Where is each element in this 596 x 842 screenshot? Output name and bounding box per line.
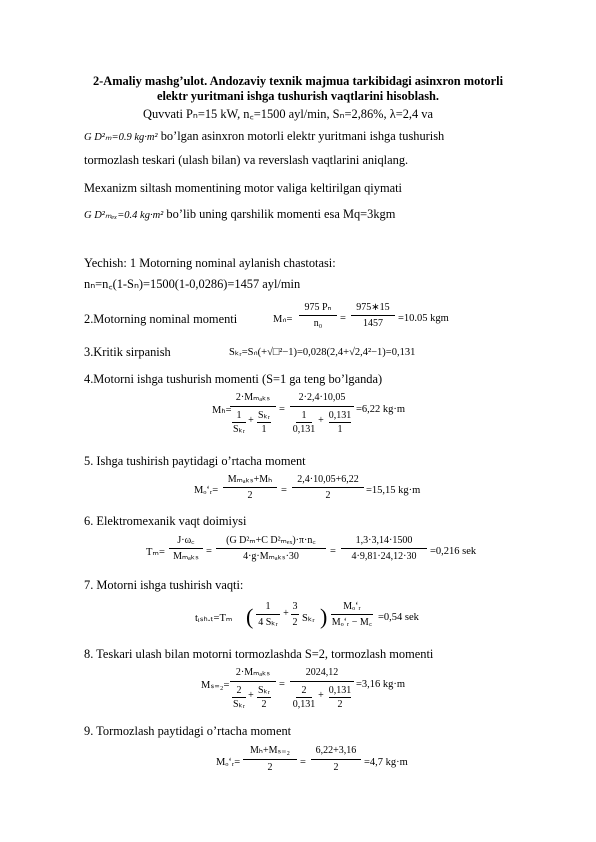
step-2-lhs: Mₙ=: [273, 314, 293, 325]
step-5-den-1: 2: [247, 490, 253, 501]
fraction-bar: [230, 681, 276, 682]
fraction-bar: [311, 759, 361, 760]
step-8-c1: 2: [301, 685, 307, 696]
step-7-label: 7. Motorni ishga tushirish vaqti:: [84, 578, 244, 592]
step-5-lhs: Mₒ‘ᵣ=: [194, 485, 219, 496]
plus-sign: +: [318, 690, 324, 701]
fraction-bar: [292, 487, 364, 488]
equals-sign: =: [281, 485, 287, 496]
fraction-bar: [257, 422, 271, 423]
step-2-result: =10.05 kgm: [398, 313, 449, 324]
step-6-den-1: Mₘₐₖₛ: [173, 551, 199, 562]
step-8-a2: Sₖᵣ: [232, 699, 246, 710]
step-4-e1: 0,131: [328, 410, 352, 421]
title-line-1: 2-Amaliy mashg’ulot. Andozaviy texnik majmua tarkibidagi asinxron motorli: [92, 74, 504, 88]
step-7-lhs: tᵢₛₕ.ₜ=Tₘ: [195, 613, 233, 624]
step-8-b2: 2: [261, 699, 267, 710]
step-7-den-2: 2: [292, 617, 298, 628]
step-4-c2: 0,131: [292, 424, 316, 435]
given-3: tormozlash teskari (ulash bilan) va reverslash vaqtlarini aniqlang.: [84, 153, 409, 167]
step-7-result: =0,54 sek: [378, 612, 419, 623]
step-6-lhs: Tₘ=: [146, 547, 165, 558]
step-6-den-3: 4·9,81·24,12·30: [351, 551, 417, 562]
solution-heading: Yechish: 1 Motorning nominal aylanish chastotasi:: [84, 256, 336, 270]
step-4-num-2: 2·2,4·10,05: [298, 392, 346, 403]
given-line: Quvvati Pₙ=15 kW, n꜀=1500 ayl/min, Sₙ=2,86%, λ=2,4 va: [143, 107, 433, 121]
fraction-bar: [351, 315, 395, 316]
step-9-den-1: 2: [267, 762, 273, 773]
step-8-a1: 2: [236, 685, 242, 696]
step-4-e2: 1: [337, 424, 343, 435]
step-3-equation: Sₖᵣ=Sₙ(+√□²−1)=0,028(2,4+√2,4²−1)=0,131: [229, 347, 416, 358]
step-7-num-2: 3: [292, 601, 298, 612]
equals-sign: =: [330, 546, 336, 557]
step-8-c2: 0,131: [292, 699, 316, 710]
step-6-den-2: 4·g·Mₘₐₖₛ·30: [243, 551, 299, 562]
step-6-num-3: 1,3·3,14·1500: [355, 535, 413, 546]
fraction-bar: [230, 406, 276, 407]
step-4-a1: 1: [236, 410, 242, 421]
fraction-bar: [290, 681, 354, 682]
step-4-b1: Sₖᵣ: [257, 410, 271, 421]
fraction-bar: [169, 548, 203, 549]
step-2-label: 2.Motorning nominal momenti: [84, 312, 238, 326]
fraction-bar: [216, 548, 326, 549]
step-6-num-1: J·ω꜀: [177, 535, 195, 546]
fraction-bar: [257, 697, 271, 698]
given-4: Mexanizm siltash momentining motor valiga keltirilgan qiymati: [84, 181, 402, 195]
step-8-num-2: 2024,12: [305, 667, 339, 678]
step-5-num-1: Mₘₐₖₛ+Mₕ: [227, 474, 273, 485]
step-8-b1: Sₖᵣ: [257, 685, 271, 696]
step-4-result: =6,22 kg·m: [356, 404, 406, 415]
fraction-bar: [223, 487, 277, 488]
step-7-num-1: 1: [265, 601, 271, 612]
equals-sign: =: [340, 313, 346, 324]
equals-sign: =: [206, 546, 212, 557]
fraction-bar: [329, 422, 351, 423]
step-2-den-2: 1457: [363, 318, 383, 329]
plus-sign: +: [283, 608, 289, 619]
fraction-bar: [296, 697, 312, 698]
step-7-num-3: Mₒ‘ᵣ: [343, 601, 361, 612]
step-2-num-1: 975 Pₙ: [304, 302, 332, 313]
step-7-den-1: 4 Sₖᵣ: [258, 617, 278, 628]
title-line-2: elektr yuritmani ishga tushurish vaqtlarini hisoblash.: [156, 89, 440, 103]
step-1-equation: nₙ=n꜀(1-Sₙ)=1500(1-0,0286)=1457 ayl/min: [84, 277, 301, 291]
step-2-den-1: n₀: [313, 318, 323, 329]
step-8-e2: 2: [337, 699, 343, 710]
step-7-skr: Sₖᵣ: [302, 613, 315, 624]
step-4-c1: 1: [301, 410, 307, 421]
step-5-result: =15,15 kg·m: [366, 485, 421, 496]
fraction-bar: [341, 548, 427, 549]
fraction-bar: [290, 406, 354, 407]
equals-sign: =: [279, 679, 285, 690]
step-2-num-2: 975∗15: [356, 302, 390, 313]
fraction-bar: [232, 422, 246, 423]
step-4-num-1: 2·Mₘₐₖₛ: [235, 392, 271, 403]
step-8-e1: 0,131: [328, 685, 352, 696]
step-9-result: =4,7 kg·m: [364, 757, 408, 768]
step-9-num-2: 6,22+3,16: [315, 745, 357, 756]
step-5-num-2: 2,4·10,05+6,22: [297, 474, 359, 485]
given-gd-mex-line: [84, 207, 395, 223]
fraction-bar: [296, 422, 312, 423]
fraction-bar: [331, 614, 373, 615]
given-5-text: bo’lib uning qarshilik momenti esa Mq=3kgm: [163, 207, 396, 221]
gd-mex-formula: G D²ₘₑₓ=0.4 kg·m²: [84, 210, 164, 221]
plus-sign: +: [248, 415, 254, 426]
step-9-lhs: Mₒ‘ᵣ=: [216, 757, 241, 768]
step-5-label: 5. Ishga tushirish paytidagi o’rtacha moment: [84, 454, 306, 468]
equals-sign: =: [279, 404, 285, 415]
step-5-den-2: 2: [325, 490, 331, 501]
step-7-den-3: Mₒ‘ᵣ − M꜀: [331, 617, 373, 628]
step-9-num-1: Mₕ+Mₛ₌₂: [250, 745, 290, 756]
fraction-bar: [291, 614, 299, 615]
bracket-close: ): [320, 604, 328, 629]
gd-motor-formula: G D²ₘ=0.9 kg·m²: [84, 132, 158, 143]
step-6-label: 6. Elektromexanik vaqt doimiysi: [84, 514, 247, 528]
step-9-den-2: 2: [333, 762, 339, 773]
bracket-open: (: [246, 604, 254, 629]
plus-sign: +: [248, 690, 254, 701]
step-8-result: =3,16 kg·m: [356, 679, 406, 690]
given-2-text: bo’lgan asinxron motorli elektr yuritmani ishga tushurish: [157, 129, 445, 143]
step-8-num-1: 2·Mₘₐₖₛ: [235, 667, 271, 678]
step-4-a2: Sₖᵣ: [232, 424, 246, 435]
step-8-lhs: Mₛ₌₂=: [201, 680, 230, 691]
step-3-label: 3.Kritik sirpanish: [84, 345, 171, 359]
fraction-bar: [329, 697, 351, 698]
step-6-result: =0,216 sek: [430, 546, 477, 557]
step-9-label: 9. Tormozlash paytidagi o’rtacha moment: [84, 724, 292, 738]
fraction-bar: [299, 315, 337, 316]
step-6-num-2: (G D²ₘ+C D²ₘₑₓ)·π·n꜀: [226, 535, 316, 546]
given-gd-line: [84, 129, 444, 145]
step-4-label: 4.Motorni ishga tushurish momenti (S=1 ga teng bo’lganda): [84, 372, 383, 386]
fraction-bar: [232, 697, 246, 698]
step-4-b2: 1: [261, 424, 267, 435]
step-8-label: 8. Teskari ulash bilan motorni tormozlashda S=2, tormozlash momenti: [84, 647, 434, 661]
fraction-bar: [243, 759, 297, 760]
step-4-lhs: Mₕ=: [212, 405, 232, 416]
fraction-bar: [256, 614, 280, 615]
equals-sign: =: [300, 757, 306, 768]
plus-sign: +: [318, 415, 324, 426]
